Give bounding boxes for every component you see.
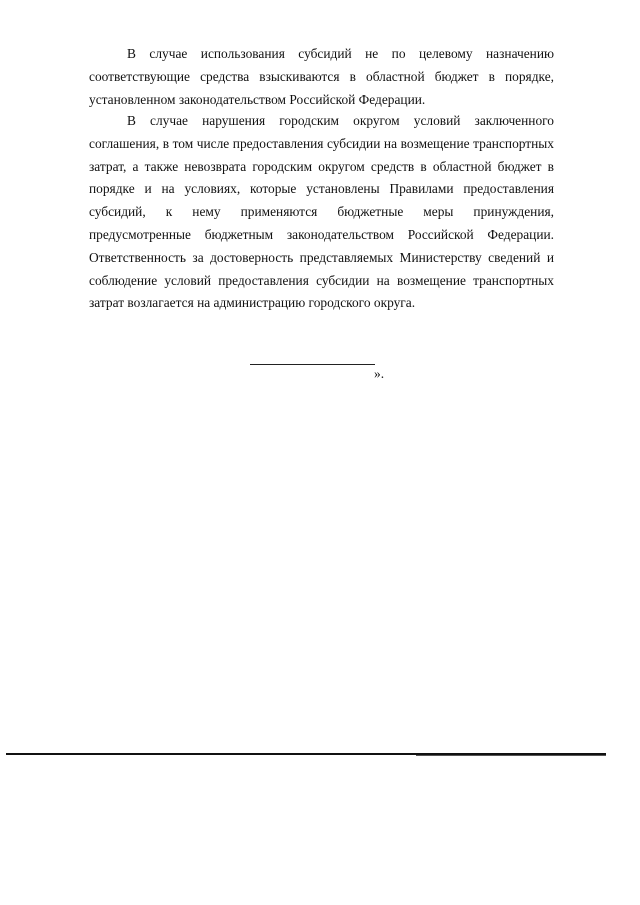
closing-quote-mark: ». — [374, 366, 385, 381]
closing-underline — [250, 364, 375, 365]
paragraph-violation-of-agreement: В случае нарушения городским округом условий заключенного соглашения, в том числе предоставления субсидии на возмещение транспортных затрат, а также невозврата городским округом средств в областной бюджет в порядке и на условиях, которые установлены Правилами предоставления субсидий, к нему применяются бюджетные меры принуждения, предусмотренные бюджетным законодательством Российской Федерации. Ответственность за достоверность представляемых Министерству сведений и соблюдение условий предоставления субсидии на возмещение транспортных затрат возлагается на администрацию городского округа. — [89, 113, 554, 311]
paragraph-misuse-of-subsidies: В случае использования субсидий не по целевому назначению соответствующие средства взыскиваются в областной бюджет в порядке, установленном законодательством Российской Федерации. — [89, 46, 554, 107]
page-bottom-rule — [6, 753, 606, 755]
